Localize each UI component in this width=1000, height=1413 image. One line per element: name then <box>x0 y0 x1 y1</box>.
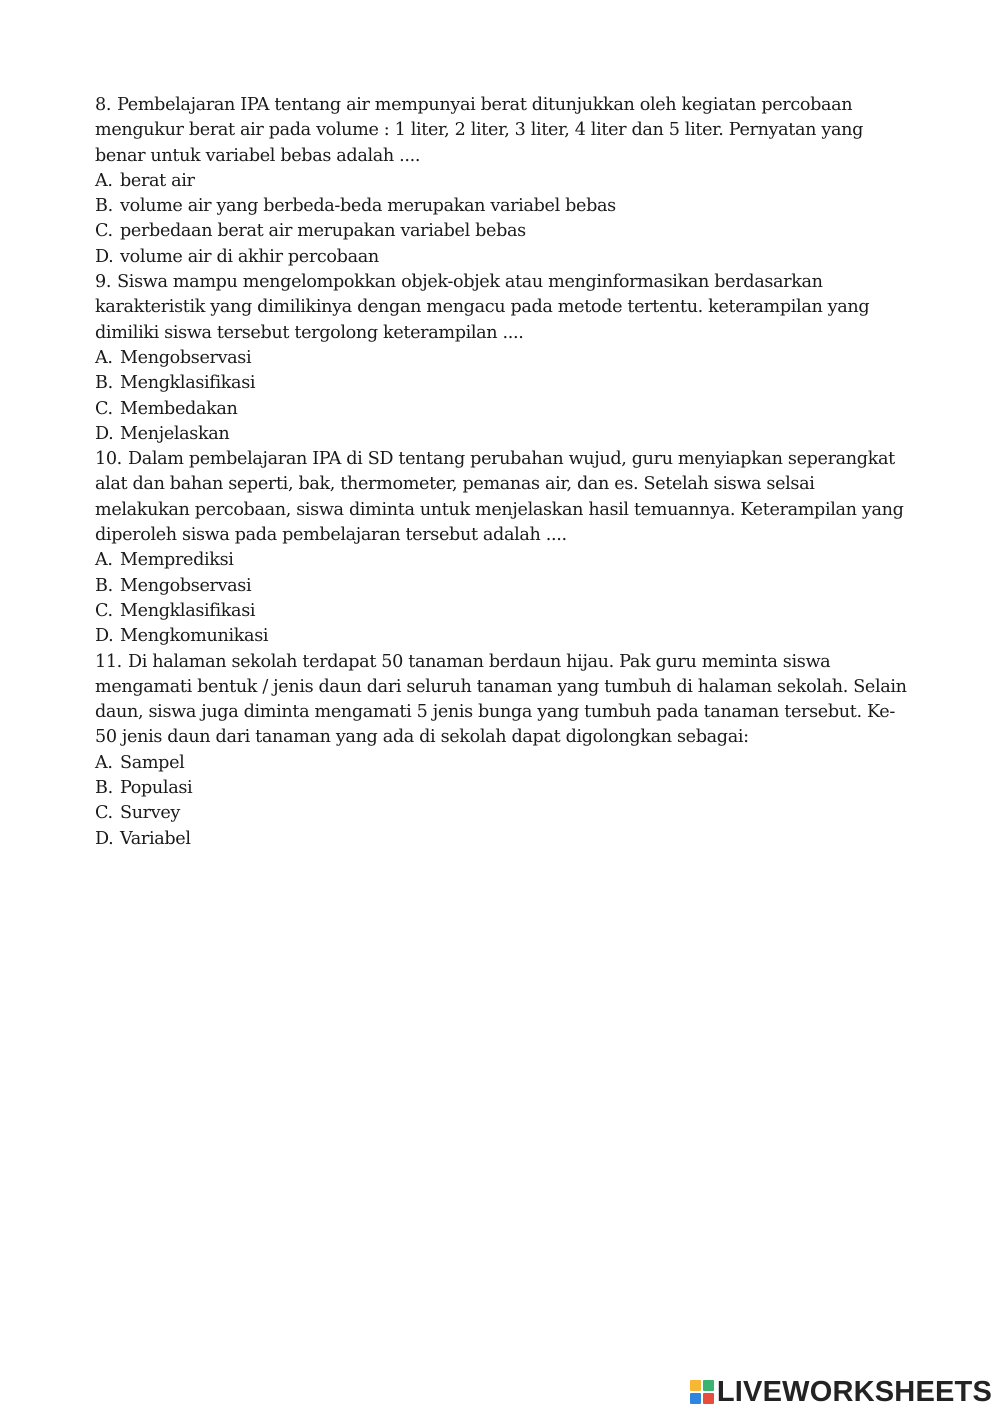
question-text <box>95 270 910 346</box>
option-b <box>95 776 910 801</box>
option-text: Populasi <box>120 778 193 799</box>
question-body: Siswa mampu mengelompokkan objek-objek atau menginformasikan berdasarkan karakteristik yang dimilikinya dengan mengacu pada metode tertentu. keterampilan yang dimiliki siswa tersebut tergolong keterampilan .... <box>95 272 870 343</box>
question-number: 9. <box>95 272 112 293</box>
question-10 <box>95 447 910 649</box>
worksheet-content <box>95 93 910 852</box>
option-b <box>95 574 910 599</box>
brand-mark-cell <box>690 1393 701 1404</box>
option-text: Survey <box>120 803 180 824</box>
option-letter: A. <box>95 550 113 571</box>
option-text: Memprediksi <box>120 550 234 571</box>
option-d <box>95 422 910 447</box>
question-body: Dalam pembelajaran IPA di SD tentang perubahan wujud, guru menyiapkan seperangkat alat dan bahan seperti, bak, thermometer, pemanas air, dan es. Setelah siswa selsai melakukan percobaan, siswa diminta untuk menjelaskan hasil temuannya. Keterampilan yang diperoleh siswa pada pembelajaran tersebut adalah .... <box>95 449 904 546</box>
question-text <box>95 93 910 169</box>
option-a <box>95 169 910 194</box>
question-text <box>95 447 910 548</box>
option-text: Membedakan <box>120 398 238 419</box>
question-11 <box>95 650 910 852</box>
option-letter: D. <box>95 828 114 849</box>
question-8 <box>95 93 910 270</box>
option-b <box>95 371 910 396</box>
option-letter: C. <box>95 221 113 242</box>
question-body: Pembelajaran IPA tentang air mempunyai berat ditunjukkan oleh kegiatan percobaan mengukur berat air pada volume : 1 liter, 2 liter, 3 liter, 4 liter dan 5 liter. Pernyatan yang benar untuk variabel bebas adalah .... <box>95 95 863 166</box>
option-text: Mengkomunikasi <box>120 626 269 647</box>
question-text <box>95 650 910 751</box>
option-text: Mengobservasi <box>120 347 252 368</box>
option-d <box>95 827 910 852</box>
option-letter: B. <box>95 575 113 596</box>
option-text: Menjelaskan <box>120 423 230 444</box>
brand-text: LIVEWORKSHEETS <box>716 1376 992 1408</box>
option-a <box>95 346 910 371</box>
brand-mark-cell <box>690 1380 701 1391</box>
question-number: 10. <box>95 449 122 470</box>
option-letter: A. <box>95 347 113 368</box>
brand-mark-icon <box>690 1380 714 1404</box>
option-letter: D. <box>95 626 114 647</box>
question-9 <box>95 270 910 447</box>
option-letter: C. <box>95 803 113 824</box>
option-text: Sampel <box>120 752 185 773</box>
option-a <box>95 751 910 776</box>
option-text: Variabel <box>120 828 191 849</box>
option-text: perbedaan berat air merupakan variabel bebas <box>120 221 526 242</box>
option-d <box>95 624 910 649</box>
option-text: Mengklasifikasi <box>120 600 256 621</box>
option-letter: A. <box>95 752 113 773</box>
question-number: 11. <box>95 651 122 672</box>
option-c <box>95 801 910 826</box>
option-letter: B. <box>95 373 113 394</box>
option-text: berat air <box>120 170 195 191</box>
option-b <box>95 194 910 219</box>
option-letter: D. <box>95 423 114 444</box>
option-c <box>95 219 910 244</box>
option-text: volume air di akhir percobaan <box>120 246 379 267</box>
option-letter: D. <box>95 246 114 267</box>
option-d <box>95 245 910 270</box>
question-body: Di halaman sekolah terdapat 50 tanaman berdaun hijau. Pak guru meminta siswa mengamati bentuk / jenis daun dari seluruh tanaman yang tumbuh di halaman sekolah. Selain daun, siswa juga diminta mengamati 5 jenis bunga yang tumbuh pada tanaman tersebut. Ke-50 jenis daun dari tanaman yang ada di sekolah dapat digolongkan sebagai: <box>95 651 907 748</box>
option-text: Mengklasifikasi <box>120 373 256 394</box>
option-letter: A. <box>95 170 113 191</box>
liveworksheets-logo <box>690 1377 992 1407</box>
option-c <box>95 599 910 624</box>
option-text: Mengobservasi <box>120 575 252 596</box>
option-letter: B. <box>95 778 113 799</box>
option-letter: C. <box>95 600 113 621</box>
option-a <box>95 548 910 573</box>
option-letter: C. <box>95 398 113 419</box>
option-c <box>95 397 910 422</box>
brand-mark-cell <box>703 1380 714 1391</box>
option-text: volume air yang berbeda-beda merupakan variabel bebas <box>120 196 616 217</box>
brand-mark-cell <box>703 1393 714 1404</box>
option-letter: B. <box>95 196 113 217</box>
question-number: 8. <box>95 95 112 115</box>
